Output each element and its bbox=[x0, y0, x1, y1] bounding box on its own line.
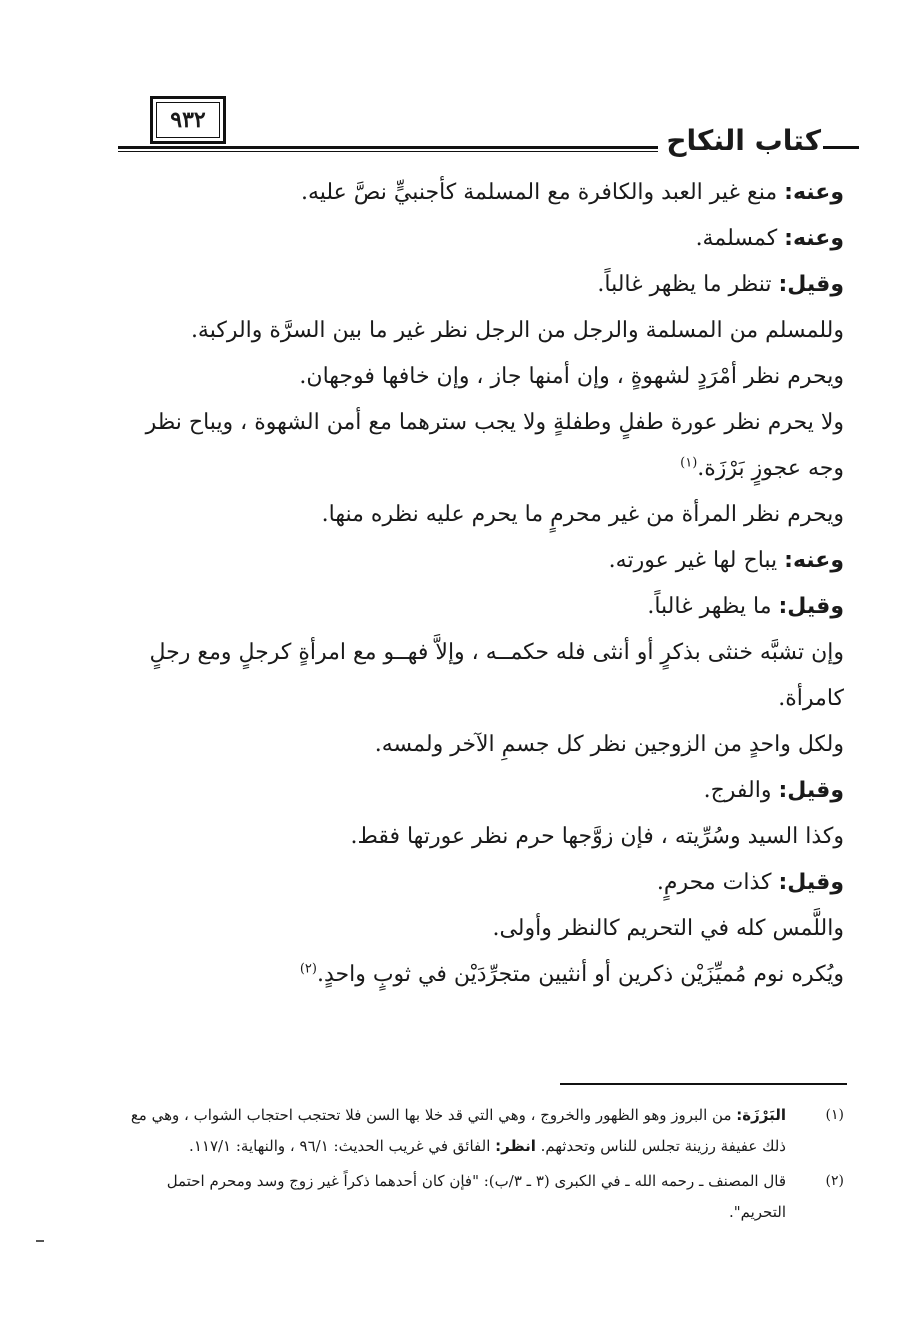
paragraph-lead: وقيل: bbox=[778, 272, 844, 297]
footnotes bbox=[112, 1100, 844, 1232]
paragraph bbox=[112, 400, 844, 492]
header-rule bbox=[118, 146, 658, 149]
paragraph-text: ويحرم نظر أمْرَدٍ لشهوةٍ ، وإن أمنها جاز ، وإن خافها فوجهان. bbox=[299, 364, 844, 389]
paragraph-lead: وقيل: bbox=[778, 778, 844, 803]
paragraph-text: ولكل واحدٍ من الزوجين نظر كل جسمِ الآخر ولمسه. bbox=[374, 732, 844, 757]
paragraph bbox=[112, 216, 844, 262]
page-number-box bbox=[150, 96, 226, 144]
page-number: ٩٣٢ bbox=[170, 107, 206, 133]
paragraph-lead: وعنه: bbox=[784, 180, 844, 205]
paragraph bbox=[112, 170, 844, 216]
chapter-title: كتاب النكاح bbox=[666, 124, 821, 157]
paragraph bbox=[112, 262, 844, 308]
footnote-text: من البروز وهو الظهور والخروج ، وهي التي قد خلا بها السن فلا تحتجب احتجاب الشواب ، وهي مع ذلك عفيفة رزينة تجلس للناس وتحدثهم. bbox=[130, 1106, 786, 1155]
footnote-reference[interactable]: (٢) bbox=[299, 961, 317, 977]
paragraph bbox=[112, 584, 844, 630]
header-rule-thin bbox=[118, 151, 658, 152]
paragraph-text: ويحرم نظر المرأة من غير محرمٍ ما يحرم عليه نظره منها. bbox=[321, 502, 844, 527]
margin-mark bbox=[36, 1240, 44, 1242]
paragraph-text: واللَّمس كله في التحريم كالنظر وأولى. bbox=[492, 916, 844, 941]
paragraph-text: والفرج. bbox=[703, 778, 779, 803]
footnote-term: البَرْزَة: bbox=[736, 1106, 786, 1124]
paragraph bbox=[112, 538, 844, 584]
footnote-separator bbox=[560, 1083, 847, 1085]
footnote-mark: (٢) bbox=[825, 1173, 844, 1189]
paragraph bbox=[112, 814, 844, 860]
paragraph bbox=[112, 906, 844, 952]
paragraph-text: كذات محرمٍ. bbox=[656, 870, 779, 895]
paragraph-text: كمسلمة. bbox=[695, 226, 785, 251]
header-rule-tail bbox=[823, 146, 859, 149]
footnote bbox=[112, 1100, 844, 1162]
paragraph bbox=[112, 630, 844, 722]
paragraph-lead: وقيل: bbox=[778, 870, 844, 895]
footnote-text: قال المصنف ـ رحمه الله ـ في الكبرى (٣ ـ ٣/ب): "فإن كان أحدهما ذكراً غير زوج وسد ومحرم احتمل التحريم". bbox=[166, 1172, 786, 1221]
paragraph-lead: وعنه: bbox=[784, 226, 844, 251]
footnote-mark: (١) bbox=[825, 1107, 844, 1123]
paragraph bbox=[112, 860, 844, 906]
paragraph-text: وكذا السيد وسُرِّيته ، فإن زوَّجها حرم نظر عورتها فقط. bbox=[350, 824, 844, 849]
footnote-text: الفائق في غريب الحديث: ٩٦/١ ، والنهاية: ١١٧/١. bbox=[189, 1137, 496, 1155]
paragraph bbox=[112, 308, 844, 354]
paragraph-text: وللمسلم من المسلمة والرجل من الرجل نظر غير ما بين السرَّة والركبة. bbox=[190, 318, 844, 343]
paragraph bbox=[112, 952, 844, 998]
paragraph-text: منع غير العبد والكافرة مع المسلمة كأجنبيٍّ نصَّ عليه. bbox=[300, 180, 785, 205]
paragraph-text: تنظر ما يظهر غالباً. bbox=[597, 272, 779, 297]
paragraph bbox=[112, 492, 844, 538]
footnote-reference[interactable]: (١) bbox=[680, 455, 698, 471]
paragraph bbox=[112, 354, 844, 400]
paragraph-text: ولا يحرم نظر عورة طفلٍ وطفلةٍ ولا يجب سترهما مع أمن الشهوة ، ويباح نظر وجه عجوزٍ بَرْزَة. bbox=[145, 410, 844, 481]
paragraph-text: وإن تشبَّه خنثى بذكرٍ أو أنثى فله حكمــه ، وإلاَّ فهــو مع امرأةٍ كرجلٍ ومع رجلٍ كامرأة. bbox=[149, 640, 844, 711]
paragraph bbox=[112, 768, 844, 814]
footnote bbox=[112, 1166, 844, 1228]
paragraph-text: يباح لها غير عورته. bbox=[608, 548, 785, 573]
footnote-term: انظر: bbox=[495, 1137, 536, 1155]
paragraph-lead: وعنه: bbox=[784, 548, 844, 573]
paragraph-text: ويُكره نوم مُميِّزَيْن ذكرين أو أنثيين متجرِّدَيْن في ثوبٍ واحدٍ. bbox=[316, 962, 844, 987]
paragraph-lead: وقيل: bbox=[778, 594, 844, 619]
main-text bbox=[112, 170, 844, 998]
paragraph-text: ما يظهر غالباً. bbox=[647, 594, 779, 619]
paragraph bbox=[112, 722, 844, 768]
